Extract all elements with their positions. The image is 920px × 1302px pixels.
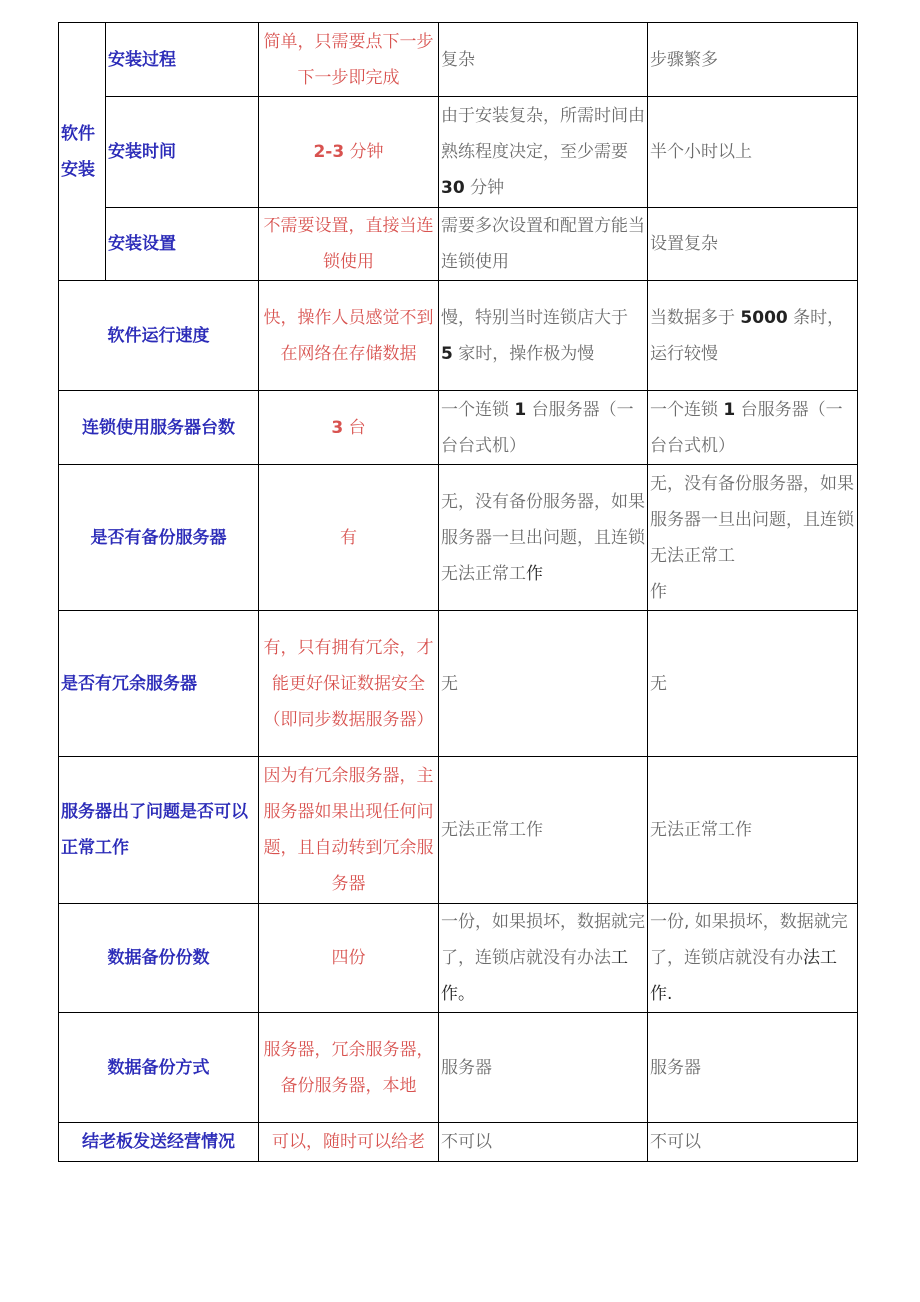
install-time-other1-text: 由于安装复杂，所需时间由熟练程度决定，至少需要 (441, 106, 645, 162)
install-setup-label: 安装设置 (106, 208, 259, 281)
backup-count-other1-tail: 工作。 (441, 948, 628, 1004)
table-row-speed (59, 281, 858, 391)
table-row-install-process (59, 23, 858, 97)
servers-other1 (439, 391, 648, 465)
speed-other2-tail: 条时，运行较慢 (650, 307, 845, 364)
speed-other1-text: 慢，特别当时连锁店大于 (441, 307, 628, 328)
servers-other2-number: 1 (723, 399, 736, 420)
backup-server-other2: 无，没有备份服务器，如果服务器一旦出问题，且连锁无法正常工 作 (648, 465, 858, 611)
servers-other2 (648, 391, 858, 465)
backup-count-other2-text: 一份, 如果损坏，数据就完了，连锁店就没有办 (650, 912, 848, 968)
install-process-other1: 复杂 (439, 23, 648, 97)
install-setup-ours: 不需要设置，直接当连锁使用 (259, 208, 439, 281)
backup-method-ours: 服务器，冗余服务器，备份服务器，本地 (259, 1013, 439, 1123)
table-row-servers (59, 391, 858, 465)
servers-label: 连锁使用服务器台数 (59, 391, 259, 465)
backup-count-other1-text: 一份，如果损坏，数据就完了，连锁店就没有办法 (441, 912, 645, 968)
table-row-install-time (59, 97, 858, 208)
install-setup-other2: 设置复杂 (648, 208, 858, 281)
install-time-label: 安装时间 (106, 97, 259, 208)
speed-other1-number: 5 (441, 343, 453, 364)
backup-server-label: 是否有备份服务器 (59, 465, 259, 611)
speed-other1 (439, 281, 648, 391)
backup-method-other1: 服务器 (439, 1013, 648, 1123)
speed-other2 (648, 281, 858, 391)
table-row-report (59, 1123, 858, 1162)
speed-label: 软件运行速度 (59, 281, 259, 391)
table-row-backup-count (59, 904, 858, 1013)
backup-server-other1-tail: 作 (526, 563, 543, 584)
table-row-backup-method (59, 1013, 858, 1123)
speed-other1-tail: 家时，操作极为慢 (452, 343, 595, 364)
install-time-ours-number: 2-3 (313, 142, 345, 162)
backup-count-label: 数据备份份数 (59, 904, 259, 1013)
backup-method-other2: 服务器 (648, 1013, 858, 1123)
speed-ours: 快，操作人员感觉不到在网络在存储数据 (259, 281, 439, 391)
install-process-other2: 步骤繁多 (648, 23, 858, 97)
backup-count-other2-tail: 法工作. (650, 948, 837, 1004)
table-row-backup-server (59, 465, 858, 611)
servers-other2-tail: 台服务器（一台台式机） (650, 399, 843, 456)
table-row-install-setup (59, 208, 858, 281)
speed-other2-number: 5000 (740, 307, 788, 328)
install-setup-other1: 需要多次设置和配置方能当连锁使用 (439, 208, 648, 281)
redundant-label: 是否有冗余服务器 (59, 611, 259, 757)
report-label: 结老板发送经营情况 (59, 1123, 259, 1162)
redundant-other1: 无 (439, 611, 648, 757)
speed-other2-text: 当数据多于 (650, 307, 741, 328)
failover-other2: 无法正常工作 (648, 757, 858, 904)
servers-other1-tail: 台服务器（一台台式机） (441, 399, 634, 456)
install-process-label: 安装过程 (106, 23, 259, 97)
install-group-label: 软件 安装 (59, 23, 106, 281)
servers-other1-number: 1 (514, 399, 527, 420)
backup-count-other1 (439, 904, 648, 1013)
table-row-redundant (59, 611, 858, 757)
servers-ours (259, 391, 439, 465)
backup-count-other2 (648, 904, 858, 1013)
table-row-failover (59, 757, 858, 904)
servers-ours-unit: 台 (343, 417, 366, 438)
install-time-other2: 半个小时以上 (648, 97, 858, 208)
backup-server-ours: 有 (259, 465, 439, 611)
report-ours: 可以，随时可以给老 (259, 1123, 439, 1162)
comparison-table (58, 22, 858, 1162)
servers-other1-text: 一个连锁 (441, 399, 515, 420)
failover-other1: 无法正常工作 (439, 757, 648, 904)
install-time-ours (259, 97, 439, 208)
install-time-other1-unit: 分钟 (464, 178, 505, 198)
install-time-other1 (439, 97, 648, 208)
servers-other2-text: 一个连锁 (650, 399, 724, 420)
install-time-ours-unit: 分钟 (344, 142, 384, 162)
backup-method-label: 数据备份方式 (59, 1013, 259, 1123)
backup-server-other1-text: 无，没有备份服务器，如果服务器一旦出问题，且连锁无法正常工 (441, 491, 645, 584)
backup-count-ours: 四份 (259, 904, 439, 1013)
install-process-ours: 简单，只需要点下一步下一步即完成 (259, 23, 439, 97)
redundant-other2: 无 (648, 611, 858, 757)
report-other1: 不可以 (439, 1123, 648, 1162)
report-other2: 不可以 (648, 1123, 858, 1162)
backup-server-other1 (439, 465, 648, 611)
servers-ours-number: 3 (331, 417, 344, 438)
failover-ours: 因为有冗余服务器，主服务器如果出现任何问题，且自动转到冗余服务器 (259, 757, 439, 904)
install-time-other1-number: 30 (441, 178, 465, 198)
redundant-ours: 有，只有拥有冗余，才能更好保证数据安全（即同步数据服务器） (259, 611, 439, 757)
failover-label: 服务器出了问题是否可以正常工作 (59, 757, 259, 904)
